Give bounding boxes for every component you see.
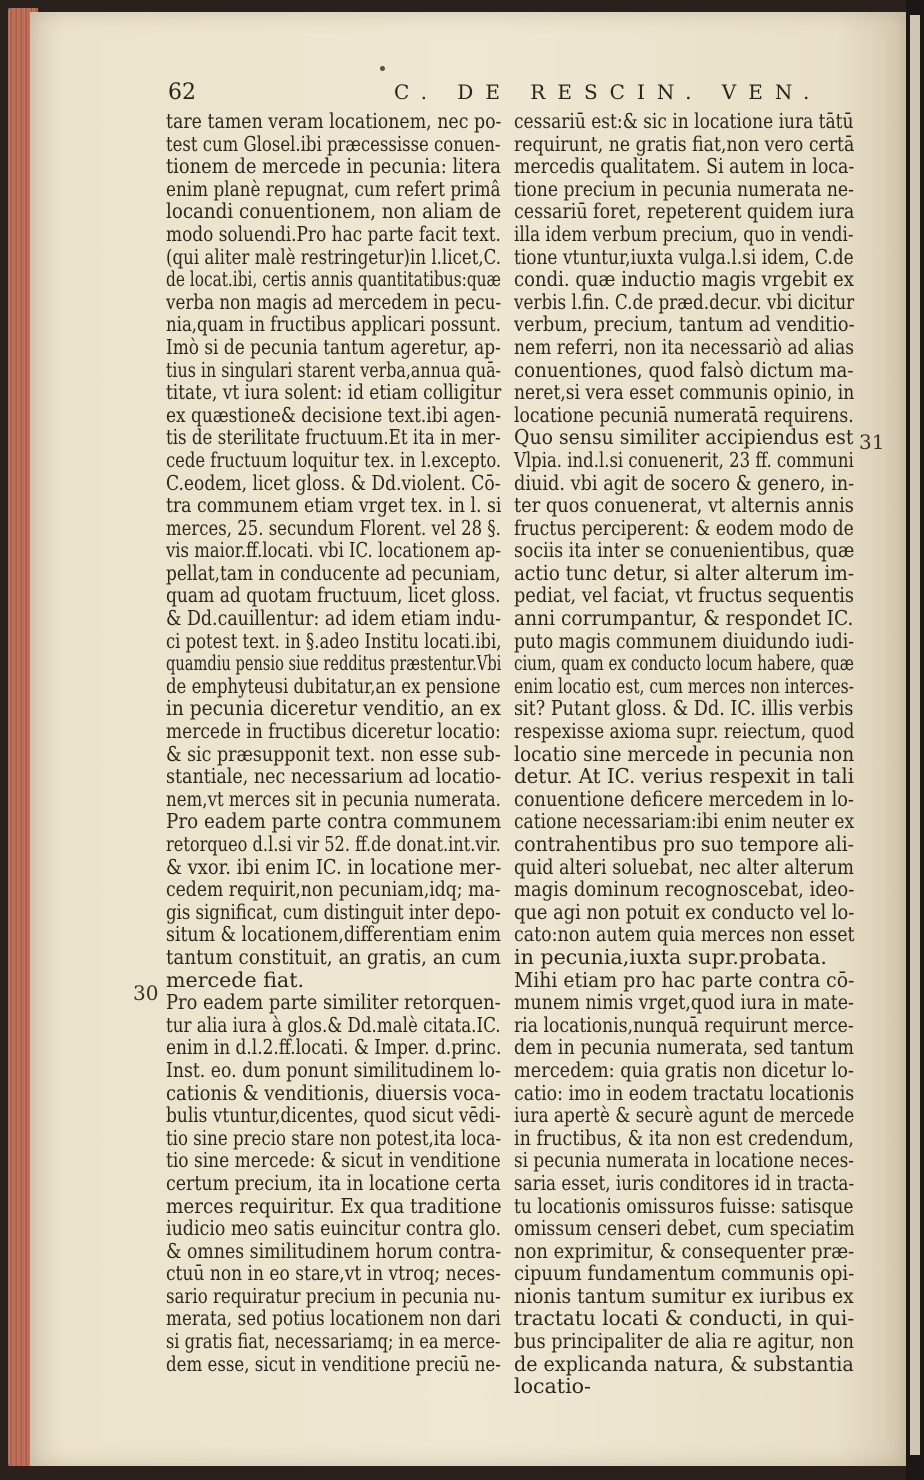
text-line: Mihi etiam pro hac parte contra cō- — [514, 967, 855, 992]
text-line: mercede fiat. — [166, 967, 305, 992]
text-line: bus principaliter de alia re agitur, non — [514, 1329, 854, 1354]
text-line: (qui aliter malè restringetur)in l.licet,C. — [166, 244, 502, 269]
text-line: dem in pecunia numerata, sed tantum — [514, 1035, 854, 1060]
text-line: Quo sensu similiter accipiendus est — [514, 425, 854, 450]
text-line: sociis ita inter se conuenientibus, quæ — [514, 538, 855, 563]
text-line: cedem requirit,non pecuniam,idq; ma- — [166, 877, 501, 902]
text-line: tractatu locati & conducti, in qui- — [514, 1306, 855, 1331]
text-line: tione vtuntur,iuxta vulga.l.si idem, C.de — [514, 244, 854, 269]
text-line: mercedem: quia gratis non dicetur lo- — [514, 1057, 854, 1082]
text-line: mercedis qualitatem. Si autem in loca- — [514, 154, 855, 179]
text-line: catione necessariam:ibi enim neuter ex — [514, 809, 855, 834]
text-line: stantiale, nec necessarium ad locatio- — [166, 764, 502, 789]
text-line: quamdiu pensio siue redditus præstentur.Vbi — [166, 651, 502, 676]
text-line: tur alia iura à glos.& Dd.malè citata.IC. — [166, 1012, 501, 1037]
text-line: sit? Putant gloss. & Dd. IC. illis verbis — [514, 696, 854, 721]
right-text-column — [514, 110, 854, 1398]
text-line: conuentione deficere mercedem in lo- — [514, 786, 854, 811]
text-line: nionis tantum sumitur ex iuribus ex — [514, 1283, 854, 1308]
text-line: cede fructuum loquitur tex. in l.excepto. — [166, 447, 502, 472]
page-header — [168, 80, 858, 110]
text-line: in pecunia,iuxta supr.probata. — [514, 944, 827, 969]
adjacent-page-edge — [906, 0, 924, 1480]
text-line: ctuū non in eo stare,vt in vtroq; neces- — [166, 1261, 501, 1286]
text-line: magis dominum recognoscebat, ideo- — [514, 877, 855, 902]
text-line: locatio sine mercede in pecunia non — [514, 741, 855, 766]
text-line: de locat.ibi, certis annis quantitatibus:quæ — [166, 267, 502, 292]
text-line: & omnes similitudinem horum contra- — [166, 1238, 502, 1263]
text-line: de explicanda natura, & substantia — [514, 1351, 854, 1376]
text-line: quid alteri soluebat, nec alter alterum — [514, 854, 854, 879]
text-line: si gratis fiat, necessariamq; in ea merce- — [166, 1329, 501, 1354]
text-line: ria locationis,nunquā requirunt merce- — [514, 1012, 854, 1037]
text-line: sario requiratur precium in pecunia nu- — [166, 1283, 501, 1308]
text-line: Pro eadem parte similiter retorquen- — [166, 990, 501, 1015]
text-line: ex quæstione& decisione text.ibi agen- — [166, 402, 501, 427]
text-line: cium, quam ex conducto locum habere, quæ — [514, 651, 855, 676]
text-line: dem esse, sicut in venditione preciū ne- — [166, 1351, 501, 1376]
text-line: locandi conuentionem, non aliam de — [166, 199, 502, 224]
text-line: gis significat, cum distinguit inter depo- — [166, 899, 501, 924]
text-line: pellat,tam in conducente ad pecuniam, — [166, 560, 501, 585]
text-line: test cum Glosel.ibi præcessisse conuen- — [166, 131, 501, 156]
text-line: quam ad quotam fructuum, licet gloss. — [166, 583, 501, 608]
text-line: ci potest text. in §.adeo Institu locati.ibi, — [166, 628, 502, 653]
text-line: anni corrumpantur, & respondet IC. — [514, 606, 854, 631]
text-line: tionem de mercede in pecunia: litera — [166, 154, 501, 179]
text-line: fructus perciperent: & eodem modo de — [514, 515, 854, 540]
text-line: Pro eadem parte contra communem — [166, 809, 502, 834]
text-line: pediat, vel faciat, vt fructus sequentis — [514, 583, 854, 608]
page-sliver — [910, 15, 920, 1455]
margin-note-30: 30 — [133, 981, 159, 1005]
text-line: mercede in fructibus diceretur locatio: — [166, 719, 501, 744]
text-line: & vxor. ibi enim IC. in locatione mer- — [166, 854, 502, 879]
text-line: & sic præsupponit text. non esse sub- — [166, 741, 501, 766]
running-head: C. DE RESCIN. VEN. — [394, 80, 822, 104]
text-line: retorqueo d.l.si vir 52. ff.de donat.int.vir. — [166, 832, 501, 856]
text-line: saria esset, iuris conditores id in tracta- — [514, 1170, 855, 1195]
margin-note-31: 31 — [859, 430, 885, 454]
text-line: Inst. eo. dum ponunt similitudinem lo- — [166, 1057, 501, 1082]
text-line: Imò si de pecunia tantum ageretur, ap- — [166, 334, 501, 359]
left-text-column — [166, 110, 501, 1375]
text-line: tione precium in pecunia numerata ne- — [514, 176, 854, 201]
text-line: non exprimitur, & consequenter præ- — [514, 1238, 855, 1263]
text-line: tra communem etiam vrget tex. in l. si — [166, 493, 502, 518]
text-line: verbum, precium, tantum ad venditio- — [514, 312, 855, 337]
text-line: merces, 25. secundum Florent. vel 28 §. — [166, 515, 501, 540]
text-line: cipuum fundamentum communis opi- — [514, 1261, 855, 1286]
text-line: neret,si vera esset communis opinio, in — [514, 380, 855, 405]
text-line: cato:non autem quia merces non esset — [514, 922, 855, 947]
text-line: nia,quam in fructibus applicari possunt. — [166, 312, 502, 337]
text-line: puto magis communem diuidundo iudi- — [514, 628, 855, 653]
text-line: de emphyteusi dubitatur,an ex pensione — [166, 673, 501, 698]
text-line: illa idem verbum precium, quo in vendi- — [514, 221, 854, 246]
text-line: conuentiones, quod falsò dictum ma- — [514, 357, 854, 382]
text-line: cessariū foret, repeterent quidem iura — [514, 199, 855, 224]
text-line: respexisse axioma supr. reiectum, quod — [514, 719, 855, 744]
text-line: tius in singulari starent verba,annua quā- — [166, 357, 501, 382]
text-line: C.eodem, licet gloss. & Dd.violent. Cō- — [166, 470, 501, 495]
text-line: iura apertè & securè agunt de mercede — [514, 1103, 855, 1128]
text-line: nem,vt merces sit in pecunia numerata. — [166, 786, 501, 811]
text-line: cessariū est:& sic in locatione iura tātū — [514, 109, 854, 133]
text-line: ter quos conuenerat, vt alternis annis — [514, 493, 854, 518]
text-line: diuid. vbi agit de socero & genero, in- — [514, 470, 855, 495]
text-line: contrahentibus pro suo tempore ali- — [514, 832, 854, 856]
text-line: situm & locationem,differentiam enim — [166, 922, 502, 947]
ink-speck — [380, 66, 385, 71]
text-line: nem referri, non ita necessariò ad alias — [514, 334, 855, 359]
text-line: tantum constituit, an gratis, an cum — [166, 944, 501, 969]
text-line: locatione pecuniā numeratā requirens. — [514, 402, 854, 427]
text-line: actio tunc detur, si alter alterum im- — [514, 560, 855, 585]
text-line: omissum censeri debet, cum speciatim — [514, 1216, 855, 1241]
text-line: que agi non potuit ex conducto vel lo- — [514, 899, 855, 924]
text-line: tare tamen veram locationem, nec po- — [166, 109, 502, 133]
text-line: iudicio meo satis euincitur contra glo. — [166, 1216, 502, 1241]
text-line: modo soluendi.Pro hac parte facit text. — [166, 221, 501, 246]
text-line: merces requiritur. Ex qua traditione — [166, 1193, 502, 1218]
text-line: enim locatio est, cum merces non interces- — [514, 673, 854, 698]
text-line: condi. quæ inductio magis vrgebit ex — [514, 267, 854, 292]
text-line: munem nimis vrget,quod iura in mate- — [514, 990, 854, 1015]
text-line: tis de sterilitate fructuum.Et ita in mer- — [166, 425, 501, 450]
text-line: certum precium, ita in locatione certa — [166, 1170, 501, 1195]
text-line: detur. At IC. verius respexit in tali — [514, 764, 855, 789]
text-line: cationis & venditionis, diuersis voca- — [166, 1080, 501, 1105]
text-line: catio: imo in eodem tractatu locationis — [514, 1080, 855, 1105]
text-line: merata, sed potius locationem non dari — [166, 1306, 501, 1331]
text-line: verbis l.fin. C.de præd.decur. vbi dicitur — [514, 289, 855, 314]
text-line: locatio- — [514, 1374, 592, 1399]
text-line: in pecunia diceretur venditio, an ex — [166, 696, 501, 721]
text-line: bulis vtuntur,dicentes, quod sicut vēdi- — [166, 1103, 501, 1128]
text-line: & Dd.cauillentur: ad idem etiam indu- — [166, 606, 502, 631]
text-line: in fructibus, & ita non est credendum, — [514, 1125, 854, 1150]
text-line: si pecunia numerata in locatione neces- — [514, 1148, 855, 1173]
text-line: tio sine precio stare non potest,ita loca- — [166, 1125, 502, 1150]
text-line: enim in d.l.2.ff.locati. & Imper. d.princ. — [166, 1035, 502, 1060]
text-line: tio sine mercede: & sicut in venditione — [166, 1148, 501, 1173]
text-line: vis maior.ff.locati. vbi IC. locationem ap- — [166, 538, 501, 563]
page-number: 62 — [168, 80, 196, 105]
text-line: enim planè repugnat, cum refert primâ — [166, 176, 501, 201]
text-line: requirunt, ne gratis fiat,non vero certā — [514, 131, 855, 156]
text-line: Vlpia. ind.l.si conuenerit, 23 ff. communi — [514, 447, 854, 472]
text-line: tu locationis omissuros fuisse: satisque — [514, 1193, 854, 1218]
text-line: verba non magis ad mercedem in pecu- — [166, 289, 502, 314]
text-line: titate, vt iura solent: id etiam colligitur — [166, 380, 502, 405]
